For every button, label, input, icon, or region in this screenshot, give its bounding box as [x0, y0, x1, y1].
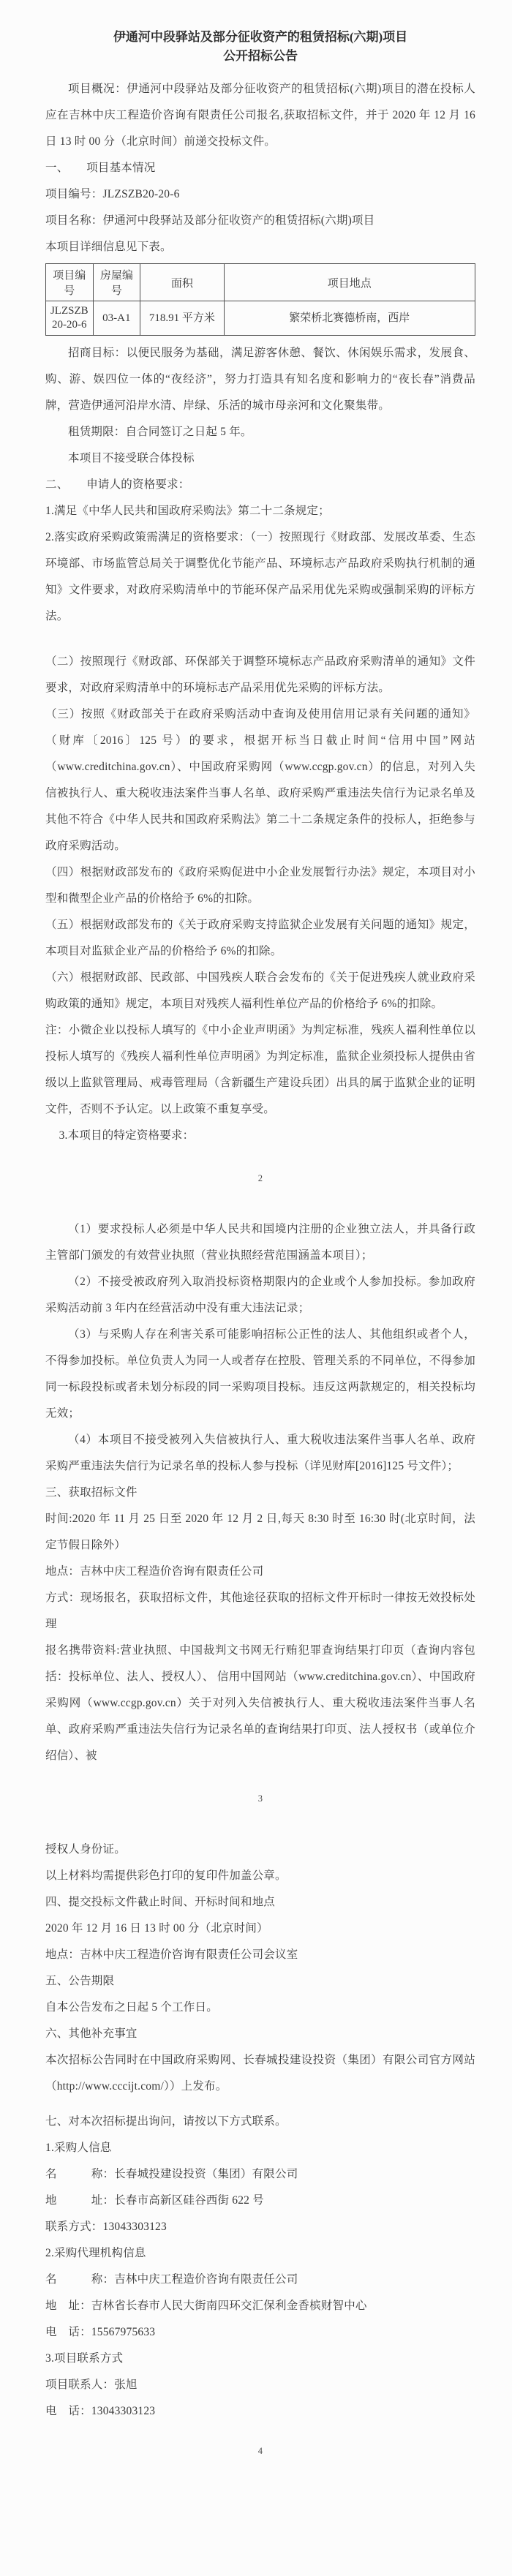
para-specific-req-2: （2）不接受被政府列入取消投标资格期限内的企业或个人参加投标。参加政府采购活动前 3 年内在经营活动中没有重大违法记录；: [45, 1276, 475, 1314]
heading-agent-info: 2.采购代理机构信息: [45, 2247, 146, 2259]
para-project-contact-person: 项目联系人：张旭: [45, 2379, 138, 2391]
para-buyer-name: 名 称：长春城投建设投资（集团）有限公司: [45, 2168, 298, 2180]
heading-project-contact: 3.项目联系方式: [45, 2352, 124, 2365]
para-agent-name: 名 称：吉林中庆工程造价咨询有限责任公司: [45, 2273, 298, 2286]
table-header-location: 项目地点: [224, 264, 475, 301]
para-policy-2: （二）按照现行《财政部、环保部关于调整环境标志产品政府采购清单的通知》文件要求，对政府采购清单中的环境标志产品采用优先采购的评标方法。: [45, 655, 475, 694]
section-one-title: 项目基本情况: [86, 162, 156, 174]
section-two-title: 申请人的资格要求：: [86, 478, 190, 491]
table-header-row: [46, 264, 475, 301]
para-see-table: 本项目详细信息见下表。: [45, 241, 172, 253]
para-project-contact-phone: 电 话：13043303123: [45, 2405, 156, 2417]
table-header-house-no: 房屋编号: [93, 264, 140, 301]
heading-section-five: 五、公告期限: [45, 1975, 115, 1987]
doc-title-line1: 伊通河中段驿站及部分征收资产的租赁招标(六期)项目: [113, 30, 408, 44]
para-materials-note: 以上材料均需提供彩色打印的复印件加盖公章。: [45, 1869, 287, 1882]
para-qualification-3: 3.本项目的特定资格要求：: [59, 1129, 195, 1142]
heading-section-four: 四、提交投标文件截止时间、开标时间和地点: [45, 1896, 276, 1908]
table-row: [46, 301, 475, 336]
para-obtain-time: 时间:2020 年 11 月 25 日至 2020 年 12 月 2 日,每天 8:30 时至 16:30 时(北京时间，法定节假日除外）: [45, 1513, 475, 1551]
table-header-area: 面积: [140, 264, 224, 301]
table-cell-project-no: JLZSZB20-20-6: [46, 301, 94, 336]
heading-section-seven: 七、对本次招标提出询问，请按以下方式联系。: [45, 2115, 287, 2128]
heading-buyer-info: 1.采购人信息: [45, 2142, 112, 2154]
para-obtain-method: 方式：现场报名，获取招标文件，其他途径获取的招标文件开标时一律按无效投标处理: [45, 1592, 475, 1630]
para-buyer-address: 地 址：长春市高新区硅谷西街 622 号: [45, 2194, 264, 2207]
para-project-name: 项目名称：伊通河中段驿站及部分征收资产的租赁招标(六期)项目: [45, 214, 375, 227]
para-bid-deadline: 2020 年 12 月 16 日 13 时 00 分（北京时间）: [45, 1922, 268, 1935]
table-cell-location: 繁荣桥北赛德桥南，西岸: [224, 301, 475, 336]
section-one-number: 一、: [45, 162, 69, 174]
para-buyer-contact: 联系方式：13043303123: [45, 2221, 167, 2233]
heading-section-one: [45, 155, 475, 181]
doc-title: [45, 28, 475, 66]
para-policy-6: （六）根据财政部、民政部、中国残疾人联合会发布的《关于促进残疾人就业政府采购政策的通知》规定，本项目对残疾人福利性单位产品的价格给予 6%的扣除。: [45, 971, 475, 1010]
section-two-number: 二、: [45, 478, 69, 491]
para-policy-5: （五）根据财政部发布的《关于政府采购支持监狱企业发展有关问题的通知》规定，本项目对监狱企业产品的价格给予 6%的扣除。: [45, 919, 475, 957]
para-policy-note: 注：小微企业以投标人填写的《中小企业声明函》为判定标准，残疾人福利性单位以投标人填写的《残疾人福利性单位声明函》为判定标准，监狱企业须投标人提供由省级以上监狱管理局、戒毒管理局（含新疆生产建设兵团）出具的属于监狱企业的证明文件，否则不予认定。以上政策不重复享受。: [45, 1024, 475, 1115]
doc-title-line2: 公开招标公告: [223, 49, 298, 63]
para-supplement: 本次招标公告同时在中国政府采购网、长春城投建设投资（集团）有限公司官方网站（http://www.cccijt.com/））上发布。: [45, 2054, 475, 2093]
table-header-project-no: 项目编号: [46, 264, 94, 301]
para-no-consortium: 本项目不接受联合体投标: [68, 452, 195, 464]
para-obtain-place: 地点：吉林中庆工程造价咨询有限责任公司: [45, 1565, 264, 1578]
para-agent-phone: 电 话：15567975633: [45, 2326, 156, 2338]
para-project-number: 项目编号：JLZSZB20-20-6: [45, 188, 180, 200]
page-number-2: 2: [257, 1173, 263, 1183]
heading-section-six: 六、其他补充事宜: [45, 2027, 138, 2040]
para-qualification-1: 1.满足《中华人民共和国政府采购法》第二十二条规定；: [45, 505, 330, 517]
para-investment-goal: 招商目标：以便民服务为基础，满足游客休憩、餐饮、休闲娱乐需求，发展食、购、游、娱四位一体的“夜经济”，努力打造具有知名度和影响力的“夜长春”消费品牌，营造伊通河沿岸水清、岸绿、乐活的城市母亲河和文化聚集带。: [45, 347, 475, 412]
para-policy-4: （四）根据财政部发布的《政府采购促进中小企业发展暂行办法》规定，本项目对小型和微型企业产品的价格给予 6%的扣除。: [45, 866, 475, 905]
para-materials-continued: 授权人身份证。: [45, 1843, 126, 1856]
table-cell-house-no: 03-A1: [93, 301, 140, 336]
para-specific-req-4: （4）本项目不接受被列入失信被执行人、重大税收违法案件当事人名单、政府采购严重违法失信行为记录名单的投标人参与投标（详见财库[2016]125 号文件）；: [45, 1434, 475, 1472]
page-break-gap: [45, 630, 475, 649]
para-specific-req-1: （1）要求投标人必须是中华人民共和国境内注册的企业独立法人，并具备行政主管部门颁发的有效营业执照（营业执照经营范围涵盖本项目）；: [45, 1223, 475, 1262]
para-qualification-2: 2.落实政府采购政策需满足的资格要求：（一）按照现行《财政部、发展改革委、生态环境部、市场监管总局关于调整优化节能产品、环境标志产品政府采购执行机制的通知》文件要求，对政府采购清单中的节能环保产品采用优先采购或强制采购的评标方法。: [45, 531, 475, 622]
para-project-overview: 项目概况：伊通河中段驿站及部分征收资产的租赁招标(六期)项目的潜在投标人应在吉林中庆工程造价咨询有限责任公司报名,获取招标文件，并于 2020 年 12 月 16 日 13 时 00 分（北京时间）前递交投标文件。: [45, 83, 475, 148]
para-registration-materials: 报名携带资料:营业执照、中国裁判文书网无行贿犯罪查询结果打印页（查询内容包括：投标单位、法人、授权人）、 信用中国网站（www.creditchina.gov.cn）、中国政府采购网（www.ccgp.gov.cn）关于对列入失信被执行人、重大税收违法案件当事人名单、政府采购严重违法失信行为记录名单的查询结果打印页、法人授权书（或单位介绍信）、被: [45, 1644, 475, 1762]
para-notice-period: 自本公告发布之日起 5 个工作日。: [45, 2001, 218, 2014]
info-table: [45, 263, 475, 336]
para-specific-req-3: （3）与采购人存在利害关系可能影响招标公正性的法人、其他组织或者个人，不得参加投标。单位负责人为同一人或者存在控股、管理关系的不同单位，不得参加同一标段投标或者未划分标段的同一采购项目投标。违反这两款规定的，相关投标均无效；: [45, 1328, 475, 1420]
page-number-3: 3: [257, 1793, 263, 1804]
para-lease-term: 租赁期限：自合同签订之日起 5 年。: [68, 426, 252, 438]
heading-section-three: 三、获取招标文件: [45, 1486, 138, 1499]
para-agent-address: 地 址：吉林省长春市人民大街南四环交汇保利金香槟财智中心: [45, 2300, 367, 2312]
page-number-4: 4: [257, 2446, 263, 2456]
para-policy-3: （三）按照《财政部关于在政府采购活动中查询及使用信用记录有关问题的通知》（财库〔2016〕125 号）的要求，根据开标当日截止时间“信用中国”网站（www.creditchina.gov.cn）、中国政府采购网（www.ccgp.gov.cn）的信息，对列入失信被执行人、重大税收违法案件当事人名单、政府采购严重违法失信行为记录名单及其他不符合《中华人民共和国政府采购法》第二十二条规定条件的投标人，拒绝参与政府采购活动。: [45, 708, 475, 852]
para-bid-open-place: 地点：吉林中庆工程造价咨询有限责任公司会议室: [45, 1948, 298, 1961]
table-cell-area: 718.91 平方米: [140, 301, 224, 336]
heading-section-two: [45, 472, 475, 498]
